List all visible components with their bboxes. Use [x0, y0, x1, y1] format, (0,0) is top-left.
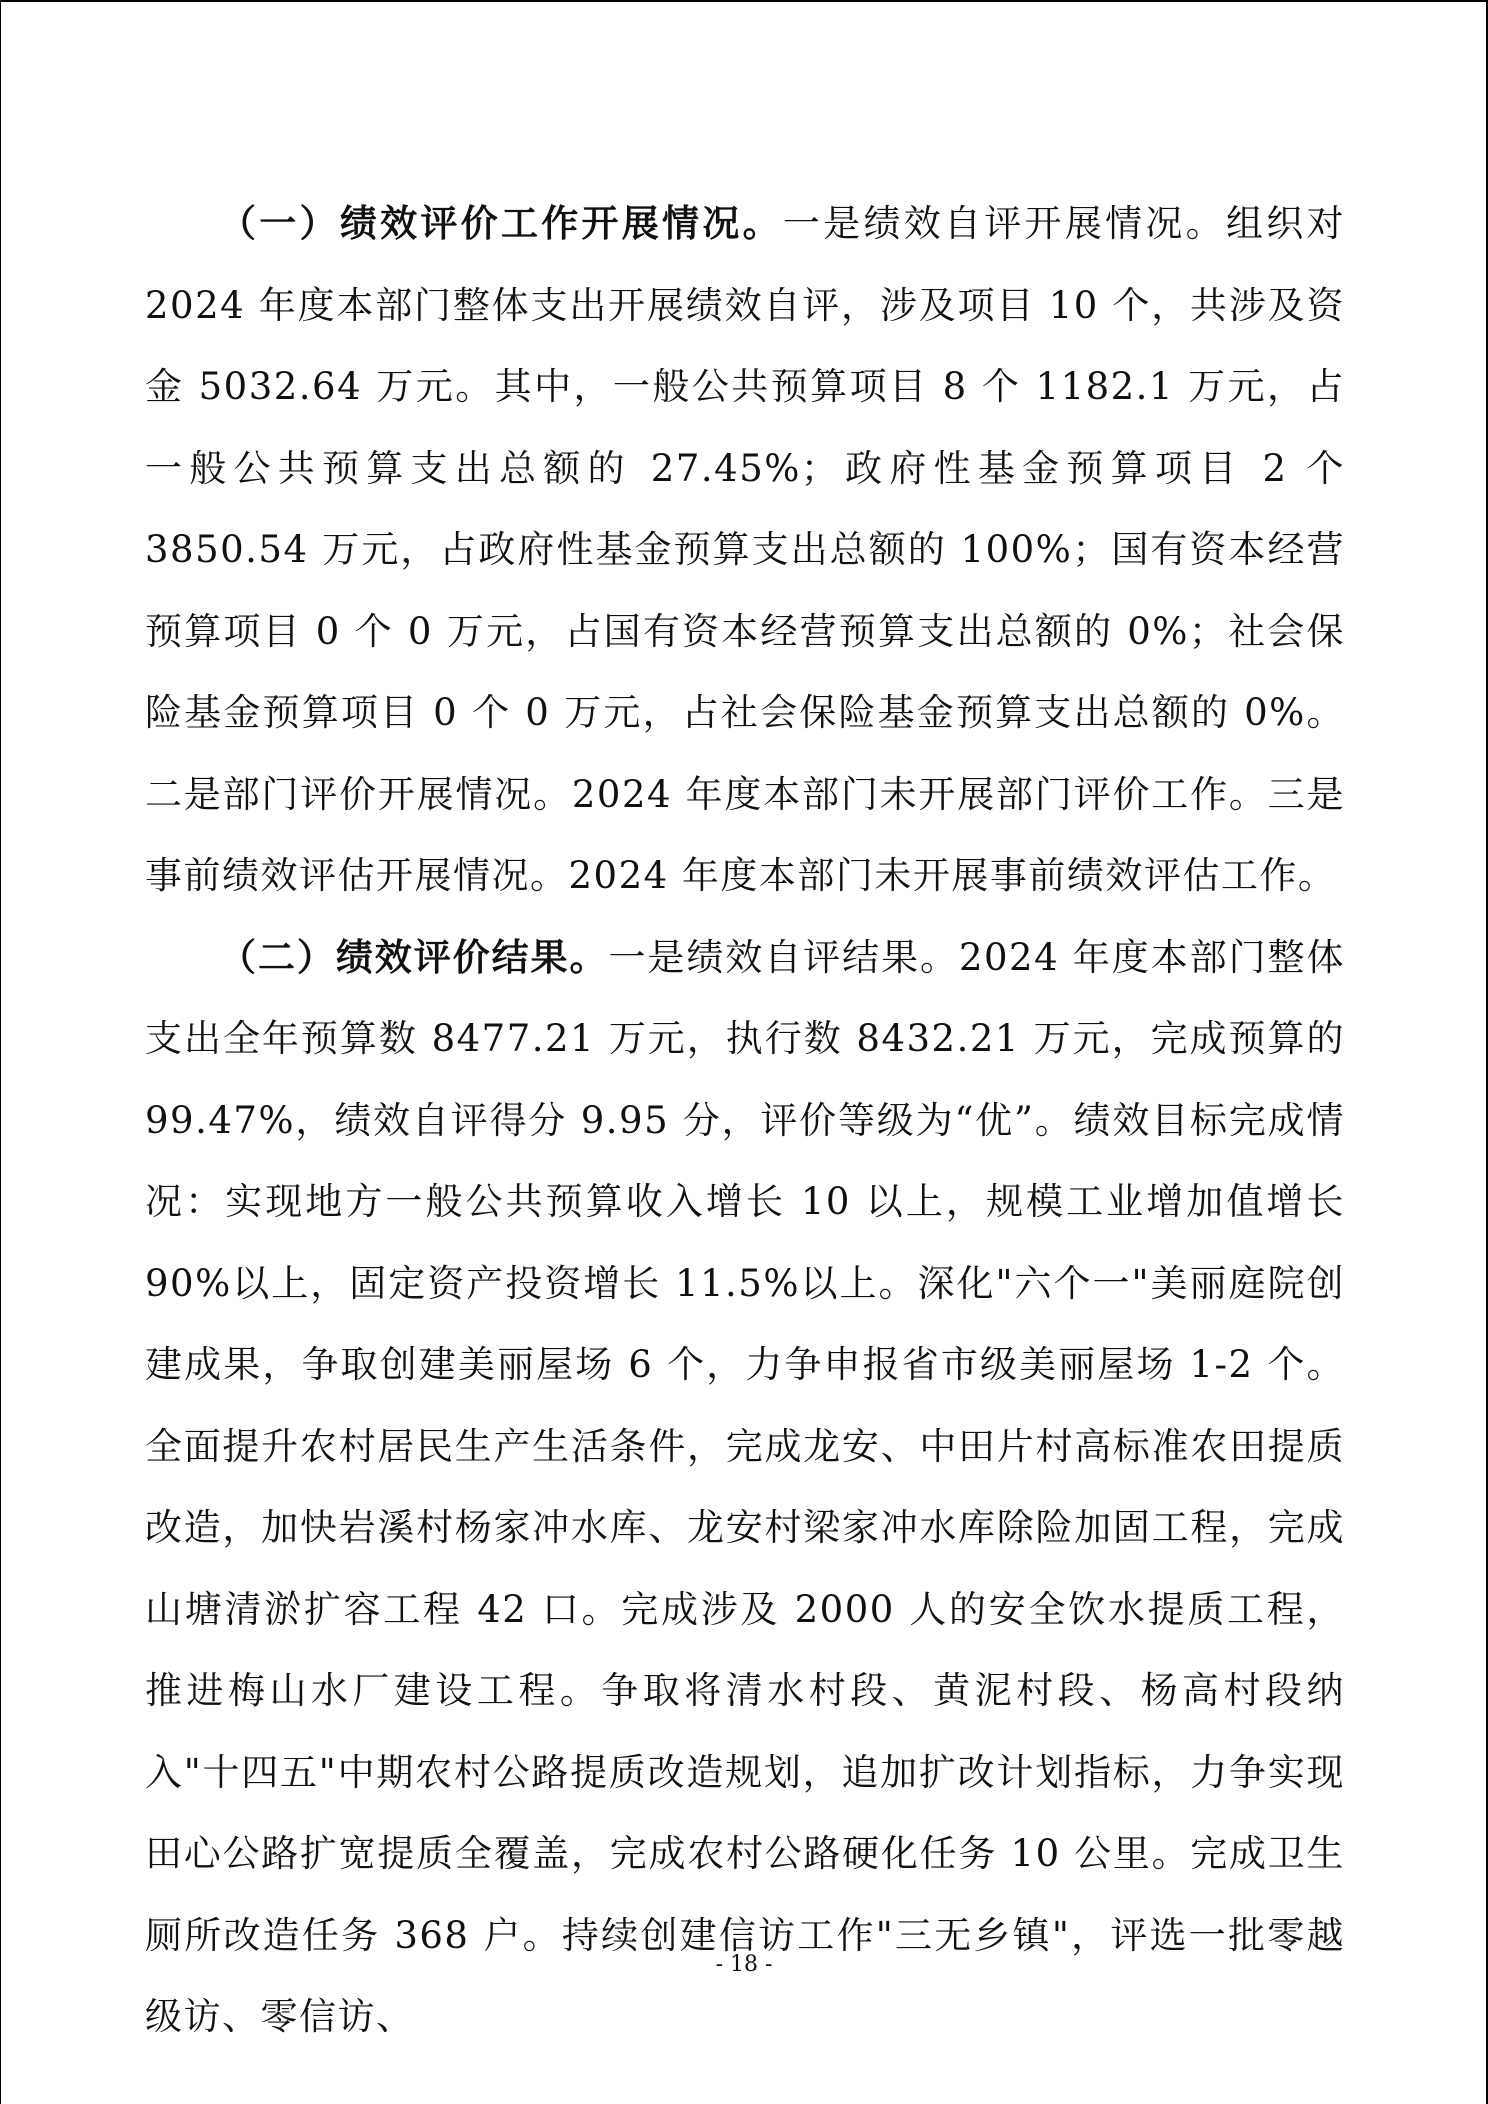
page-border-top	[0, 0, 1488, 2]
paragraph-evaluation-work	[145, 183, 1345, 917]
paragraph-heading: （二）绩效评价结果。	[219, 935, 609, 979]
paragraph-evaluation-results	[145, 917, 1345, 2058]
page-border-left	[0, 0, 1, 2104]
paragraph-text: 一是绩效自评结果。2024 年度本部门整体支出全年预算数 8477.21 万元，执行数 8432.21 万元，完成预算的 99.47%，绩效自评得分 9.95 分，评价等级为“优”。绩效目标完成情况：实现地方一般公共预算收入增长 10 以上，规模工业增加值增长 90%以上，固定资产投资增长 11.5%以上。深化"六个一"美丽庭院创建成果，争取创建美丽屋场 6 个，力争申报省市级美丽屋场 1-2 个。全面提升农村居民生产生活条件，完成龙安、中田片村高标准农田提质改造，加快岩溪村杨家冲水库、龙安村梁家冲水库除险加固工程，完成山塘清淤扩容工程 42 口。完成涉及 2000 人的安全饮水提质工程，推进梅山水厂建设工程。争取将清水村段、黄泥村段、杨高村段纳入"十四五"中期农村公路提质改造规划，追加扩改计划指标，力争实现田心公路扩宽提质全覆盖，完成农村公路硬化任务 10 公里。完成卫生厕所改造任务 368 户。持续创建信访工作"三无乡镇"，评选一批零越级访、零信访、	[145, 935, 1345, 2038]
paragraph-text: 一是绩效自评开展情况。组织对2024 年度本部门整体支出开展绩效自评，涉及项目 10 个，共涉及资金 5032.64 万元。其中，一般公共预算项目 8 个 1182.1 万元，占一般公共预算支出总额的 27.45%；政府性基金预算项目 2 个 3850.54 万元，占政府性基金预算支出总额的 100%；国有资本经营预算项目 0 个 0 万元，占国有资本经营预算支出总额的 0%；社会保险基金预算项目 0 个 0 万元，占社会保险基金预算支出总额的 0%。二是部门评价开展情况。2024 年度本部门未开展部门评价工作。三是事前绩效评估开展情况。2024 年度本部门未开展事前绩效评估工作。	[145, 202, 1346, 897]
page-number: - 18 -	[715, 1952, 773, 1977]
paragraph-heading: （一）绩效评价工作开展情况。	[219, 202, 783, 245]
document-body	[145, 183, 1345, 2058]
